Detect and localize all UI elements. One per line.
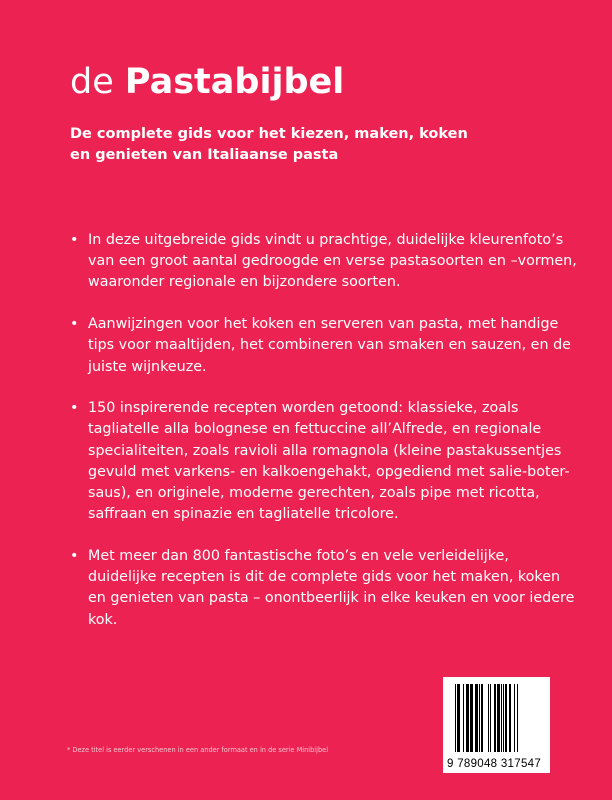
bullet-text-line: kok. [88, 611, 118, 628]
bullet-text-line: tagliatelle alla bolognese en fettuccine all’Alfrede, en regionale [88, 421, 542, 438]
bullet-text-line: In deze uitgebreide gids vindt u prachtige, duidelijke kleurenfoto’s [88, 232, 564, 248]
bullet-dot-icon: • [70, 400, 79, 417]
bullet-text-line: Met meer dan 800 fantastische foto’s en vele verleidelijke, [88, 547, 509, 564]
bullet-item [70, 398, 570, 525]
bullet-text-line: tips voor maaltijden, het combineren van smaken en sauzen, en de [88, 337, 571, 354]
bullet-item [70, 230, 577, 294]
bullet-text-line: juiste wijnkeuze. [88, 358, 207, 375]
subtitle-line: De complete gids voor het kiezen, maken, koken [70, 126, 468, 142]
bullet-dot-icon: • [70, 316, 79, 333]
bullet-text-line: en genieten van pasta – onontbeerlijk in elke keuken en voor iedere [88, 590, 575, 607]
bullet-text-line: specialiteiten, zoals ravioli alla romagnola (kleine pastakussentjes [88, 442, 562, 459]
bullet-item [70, 314, 571, 378]
bullet-text-line: van een groot aantal gedroogde en verse pastasoorten en –vormen, [88, 253, 577, 270]
bullet-dot-icon: • [70, 547, 79, 564]
bullet-text-line: waaronder regionale en bijzondere soorten. [88, 274, 401, 291]
bullet-item [70, 546, 575, 631]
bullet-list [70, 230, 577, 651]
bullet-dot-icon: • [70, 232, 79, 248]
title-prefix: de [70, 62, 114, 102]
barcode-bar [518, 684, 519, 752]
bullet-text-line: saus), en originele, moderne gerechten, zoals pipe met ricotta, [88, 485, 540, 502]
barcode-bars [455, 684, 539, 752]
title-main: Pastabijbel [124, 62, 345, 102]
isbn-number: 9 789048 317547 [447, 758, 542, 770]
book-title [70, 60, 344, 104]
barcode [443, 677, 550, 773]
subtitle-line: en genieten van Italiaanse pasta [70, 147, 339, 163]
bullet-text-line: saffraan en spinazie en tagliatelle tricolore. [88, 506, 399, 523]
bullet-text-line: gevuld met varkens- en kalkoengehakt, opgediend met salie-boter- [88, 463, 570, 480]
bullet-text-line: Aanwijzingen voor het koken en serveren van pasta, met handige [88, 316, 559, 333]
bullet-text-line: 150 inspirerende recepten worden getoond: klassieke, zoals [88, 400, 519, 417]
footnote: * Deze titel is eerder verschenen in een ander formaat en in de serie Minibijbel [67, 746, 329, 754]
bullet-text-line: duidelijke recepten is dit de complete gids voor het maken, koken [88, 569, 561, 586]
subtitle [70, 124, 468, 166]
